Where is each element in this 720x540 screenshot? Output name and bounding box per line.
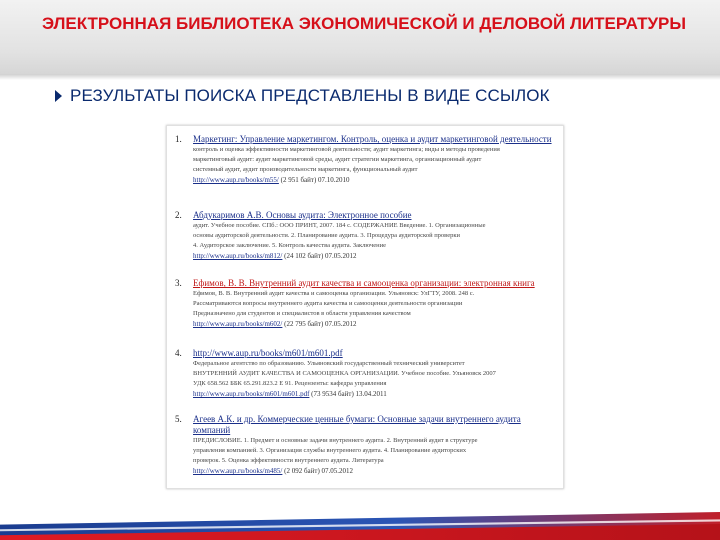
result-snippet: Рассматриваются вопросы внутреннего аудита качества и самооценки деятельности организации [193, 300, 463, 307]
result-number: 4. [175, 348, 182, 358]
header-shadow [0, 74, 720, 80]
result-url-link[interactable]: http://www.aup.ru/books/m601/m601.pdf [193, 390, 310, 398]
result-title-link[interactable]: http://www.aup.ru/books/m601/m601.pdf [193, 348, 343, 358]
search-results-screenshot [166, 125, 564, 489]
footer-wave [0, 498, 720, 540]
result-snippet: аудит. Учебное пособие. СПб.: ООО ПРИНТ, 2007. 184 с. СОДЕРЖАНИЕ Введение. 1. Организационные [193, 222, 486, 229]
result-number: 5. [175, 414, 182, 424]
result-url [193, 466, 555, 476]
result-snippet: маркетинговый аудит: аудит маркетинговой среды, аудит стратегии маркетинга, организационный аудит [193, 156, 482, 163]
result-url-link[interactable]: http://www.aup.ru/books/m55/ [193, 176, 279, 184]
result-meta: (22 795 байт) 07.05.2012 [284, 320, 357, 328]
result-item [175, 134, 555, 185]
result-snippet: УДК 658.562 ББК 65.291.823.2 Е 91. Рецензенты: кафедра управления [193, 380, 387, 387]
result-snippet: Предназначено для студентов и специалистов в области управления качеством [193, 310, 411, 317]
result-snippet: ПРЕДИСЛОВИЕ. 1. Предмет и основные задачи внутреннего аудита. 2. Внутренний аудит в структуре [193, 437, 478, 444]
header-bar [0, 0, 720, 74]
result-title-link[interactable]: Ефимов, В. В. Внутренний аудит качества и самооценка организации: электронная книга [193, 278, 535, 288]
result-title-link[interactable]: Агеев А.К. и др. Коммерческие ценные бумаги: Основные задачи внутреннего аудита компаний [193, 414, 521, 435]
result-url-link[interactable]: http://www.aup.ru/books/m602/ [193, 320, 283, 328]
result-url [193, 251, 555, 261]
result-url [193, 319, 555, 329]
result-snippet: ВНУТРЕННИЙ АУДИТ КАЧЕСТВА И САМООЦЕНКА ОРГАНИЗАЦИИ. Учебное пособие. Ульяновск 2007 [193, 370, 496, 377]
slide-subtitle: РЕЗУЛЬТАТЫ ПОИСКА ПРЕДСТАВЛЕНЫ В ВИДЕ ССЫЛОК [70, 86, 550, 105]
result-url-link[interactable]: http://www.aup.ru/books/m812/ [193, 252, 283, 260]
result-number: 2. [175, 210, 182, 220]
result-snippet: основы аудиторской деятельности. 2. Планирование аудита. 3. Процедура аудиторской проверки [193, 232, 460, 239]
result-meta: (2 951 байт) 07.10.2010 [280, 176, 350, 184]
result-title-link[interactable]: Абдукаримов А.В. Основы аудита: Электронное пособие [193, 210, 412, 220]
result-item [175, 278, 555, 329]
page-title: ЭЛЕКТРОННАЯ БИБЛИОТЕКА ЭКОНОМИЧЕСКОЙ И ДЕЛОВОЙ ЛИТЕРАТУРЫ [42, 14, 687, 33]
result-snippet: Ефимов, В. В. Внутренний аудит качества и самооценка организации. Ульяновск: УлГТУ, 2008. 248 с. [193, 290, 475, 297]
subtitle-row [55, 86, 550, 106]
result-snippet: 4. Аудиторское заключение. 5. Контроль качества аудита. Заключение [193, 242, 387, 249]
result-meta: (73 9534 байт) 13.04.2011 [311, 390, 387, 398]
result-item [175, 210, 555, 261]
result-snippet: контроль и оценка эффективности маркетинговой деятельности; аудит маркетинга; виды и методы проведения [193, 146, 500, 153]
bullet-arrow-icon [55, 90, 62, 102]
result-snippet: системный аудит, аудит производительности маркетинга, функциональный аудит [193, 166, 418, 173]
result-meta: (24 102 байт) 07.05.2012 [284, 252, 357, 260]
result-url-link[interactable]: http://www.aup.ru/books/m485/ [193, 467, 283, 475]
result-snippet: управления компанией. 3. Организация службы внутреннего аудита. 4. Планирование аудиторских [193, 447, 467, 454]
result-item [175, 348, 555, 399]
result-title-link[interactable]: Маркетинг: Управление маркетингом. Контроль, оценка и аудит маркетинговой деятельности [193, 134, 552, 144]
result-snippet: проверок. 5. Оценка эффективности внутреннего аудита. Литература [193, 457, 384, 464]
result-meta: (2 092 байт) 07.05.2012 [284, 467, 354, 475]
result-url [193, 175, 555, 185]
result-snippet: Федеральное агентство по образованию. Ульяновский государственный технический университет [193, 360, 465, 367]
result-number: 1. [175, 134, 182, 144]
result-url [193, 389, 555, 399]
result-number: 3. [175, 278, 182, 288]
result-item [175, 414, 555, 476]
